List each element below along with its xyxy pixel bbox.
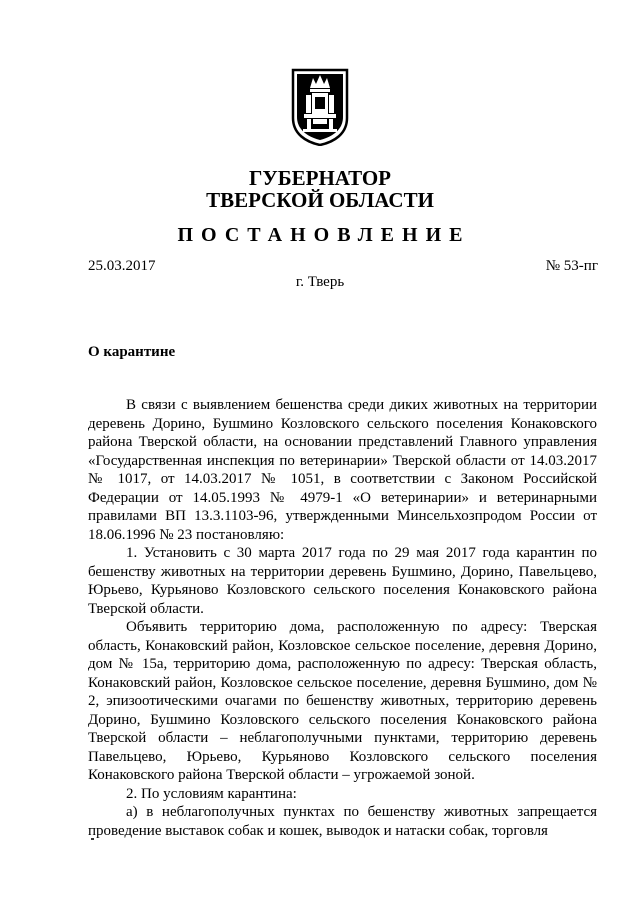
scan-speck	[91, 838, 94, 840]
document-number: № 53-пг	[545, 258, 598, 274]
issuer-title-line1: ГУБЕРНАТОР	[248, 166, 392, 190]
document-body	[88, 396, 597, 840]
document-city: г. Тверь	[295, 274, 345, 290]
tver-coat-of-arms-icon	[290, 68, 350, 146]
paragraph-item-1: 1. Установить с 30 марта 2017 года по 29 мая 2017 года карантин по бешенству животных на территории деревень Бушмино, Дорино, Павельцево, Юрьево, Курьяново Козловского сельского поселения Конаковского района Тверской области.	[88, 545, 597, 617]
issuer-title-line2: ТВЕРСКОЙ ОБЛАСТИ	[206, 188, 434, 212]
paragraph-item-2a: а) в неблагополучных пунктах по бешенству животных запрещается проведение выставок собак и кошек, выводок и натаски собак, торговля	[88, 804, 597, 839]
paragraph-declaration: Объявить территорию дома, расположенную по адресу: Тверская область, Конаковский район, Козловское сельское поселение, деревня Дорино, дом № 15а, территорию дома, расположенную по адресу: Тверская область, Конаковский район, Козловское сельское поселение, деревня Бушмино, дом № 2, эпизоотическими очагами по бешенству животных, территорию деревень Дорино, Бушмино Козловского сельского поселения Конаковского района Тверской области – неблагополучными пунктами, территорию деревень Павельцево, Юрьево, Курьяново Козловского сельского поселения Конаковского района Тверской области – угрожаемой зоной.	[88, 619, 597, 783]
paragraph-preamble: В связи с выявлением бешенства среди диких животных на территории деревень Дорино, Бушмино Козловского сельского поселения Конаковского района Тверской области, на основании представлений Главного управления «Государственная инспекция по ветеринарии» Тверской области от 14.03.2017 № 1017, от 14.03.2017 № 1051, в соответствии с Законом Российской Федерации от 14.05.1993 № 4979-1 «О ветеринарии» и ветеринарными правилами ВП 13.3.1103-96, утвержденными Минсельхозпродом России от 18.06.1996 № 23 постановляю:	[88, 397, 597, 543]
paragraph-item-2: 2. По условиям карантина:	[126, 785, 297, 802]
document-type: ПОСТАНОВЛЕНИЕ	[177, 224, 471, 246]
document-date: 25.03.2017	[88, 258, 156, 274]
document-subject: О карантине	[88, 344, 176, 360]
